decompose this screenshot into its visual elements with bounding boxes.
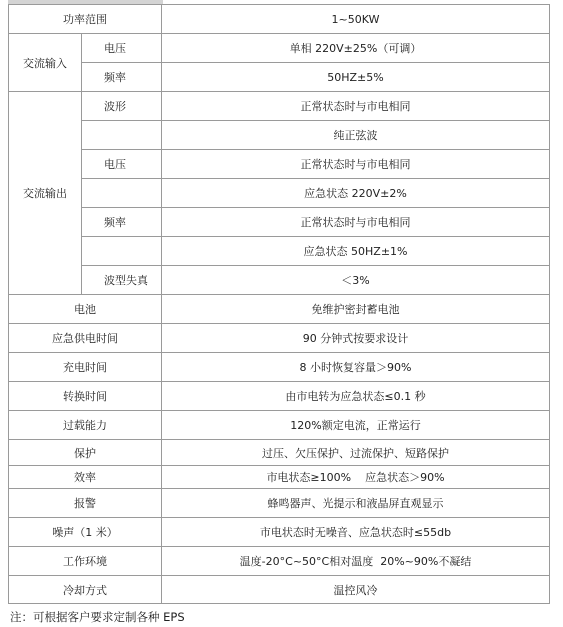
charge-time-value: 8 小时恢复容量＞90% — [162, 353, 550, 382]
ac-output-frequency-label: 频率 — [82, 208, 162, 237]
alarm-value: 蜂鸣器声、光提示和液晶屏直观显示 — [162, 489, 550, 518]
ac-output-distortion-label: 波型失真 — [82, 266, 162, 295]
table-row — [9, 353, 550, 382]
battery-label: 电池 — [9, 295, 162, 324]
alarm-label: 报警 — [9, 489, 162, 518]
ac-input-voltage-label: 电压 — [82, 34, 162, 63]
table-row — [9, 382, 550, 411]
ac-output-frequency-blank — [82, 237, 162, 266]
overload-value: 120%额定电流，正常运行 — [162, 411, 550, 440]
cooling-label: 冷却方式 — [9, 576, 162, 604]
table-row — [9, 466, 550, 489]
ac-output-voltage-blank — [82, 179, 162, 208]
table-row — [9, 208, 550, 237]
ac-output-waveform-blank — [82, 121, 162, 150]
emergency-time-label: 应急供电时间 — [9, 324, 162, 353]
table-row — [9, 324, 550, 353]
table-row — [9, 150, 550, 179]
table-row — [9, 5, 550, 34]
table-row — [9, 237, 550, 266]
overload-label: 过载能力 — [9, 411, 162, 440]
ac-output-distortion-value: ＜3% — [162, 266, 550, 295]
protection-value: 过压、欠压保护、过流保护、短路保护 — [162, 440, 550, 466]
efficiency-label: 效率 — [9, 466, 162, 489]
ac-input-frequency-label: 频率 — [82, 63, 162, 92]
table-row — [9, 411, 550, 440]
switch-time-label: 转换时间 — [9, 382, 162, 411]
table-row — [9, 34, 550, 63]
ac-output-waveform-value-2: 纯正弦波 — [162, 121, 550, 150]
power-range-label: 功率范围 — [9, 5, 162, 34]
ac-output-voltage-value-1: 正常状态时与市电相同 — [162, 150, 550, 179]
eps-spec-table — [8, 4, 550, 604]
ac-output-label: 交流输出 — [9, 92, 82, 295]
table-row — [9, 440, 550, 466]
switch-time-value: 由市电转为应急状态≤0.1 秒 — [162, 382, 550, 411]
charge-time-label: 充电时间 — [9, 353, 162, 382]
table-row — [9, 179, 550, 208]
ac-output-frequency-value-2: 应急状态 50HZ±1% — [162, 237, 550, 266]
ac-output-waveform-label: 波形 — [82, 92, 162, 121]
table-row — [9, 576, 550, 604]
environment-value: 温度-20°C~50°C相对温度 20%~90%不凝结 — [162, 547, 550, 576]
noise-value: 市电状态时无噪音、应急状态时≤55db — [162, 518, 550, 547]
table-row — [9, 63, 550, 92]
table-row — [9, 92, 550, 121]
table-row — [9, 266, 550, 295]
noise-label: 噪声（1 米） — [9, 518, 162, 547]
emergency-time-value: 90 分钟式按要求设计 — [162, 324, 550, 353]
ac-output-waveform-value-1: 正常状态时与市电相同 — [162, 92, 550, 121]
environment-label: 工作环境 — [9, 547, 162, 576]
table-row — [9, 547, 550, 576]
ac-output-voltage-value-2: 应急状态 220V±2% — [162, 179, 550, 208]
table-row — [9, 518, 550, 547]
cooling-value: 温控风冷 — [162, 576, 550, 604]
ac-input-frequency-value: 50HZ±5% — [162, 63, 550, 92]
ac-output-voltage-label: 电压 — [82, 150, 162, 179]
footnote: 注：可根据客户要求定制各种 EPS — [10, 610, 185, 624]
ac-input-voltage-value: 单相 220V±25%（可调） — [162, 34, 550, 63]
table-row — [9, 295, 550, 324]
efficiency-value: 市电状态≥100% 应急状态＞90% — [162, 466, 550, 489]
table-row — [9, 121, 550, 150]
power-range-value: 1~50KW — [162, 5, 550, 34]
battery-value: 免维护密封蓄电池 — [162, 295, 550, 324]
table-row — [9, 489, 550, 518]
protection-label: 保护 — [9, 440, 162, 466]
ac-input-label: 交流输入 — [9, 34, 82, 92]
ac-output-frequency-value-1: 正常状态时与市电相同 — [162, 208, 550, 237]
